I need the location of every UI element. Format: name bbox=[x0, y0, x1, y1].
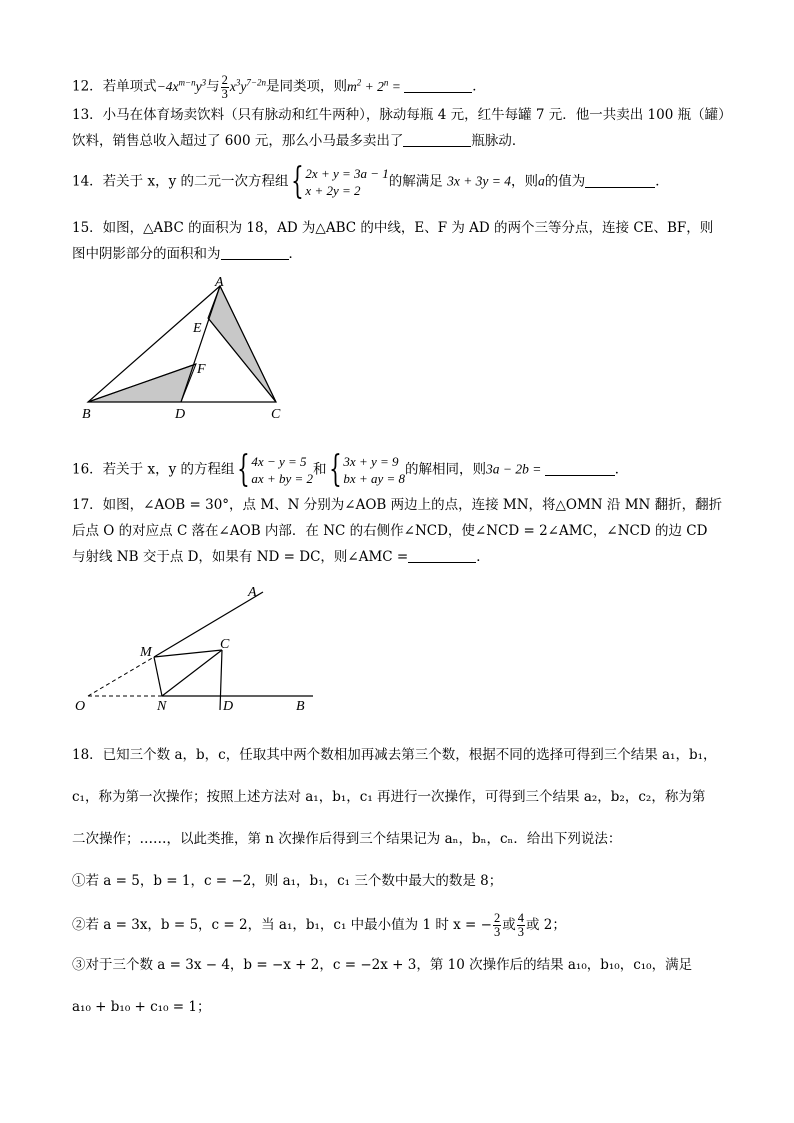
question-18-line-3: 二次操作；……，以此类推，第 n 次操作后得到三个结果记为 aₙ，bₙ，cₙ．给出下列说法： bbox=[72, 831, 622, 847]
question-12 bbox=[72, 73, 486, 101]
q15-shaded-region-top bbox=[208, 286, 276, 402]
question-15-line-1: 15．如图，△ABC 的面积为 18，AD 为△ABC 的中线，E、F 为 AD 的两个三等分点，连接 CE、BF，则 bbox=[72, 220, 714, 236]
q15-label-d: D bbox=[175, 407, 186, 422]
q12-expression: $m^2 + 2^n$ = bbox=[346, 77, 405, 94]
q14-eq2: x + 2y = 2 bbox=[305, 183, 361, 198]
q14-text-a: 14．若关于 x，y 的二元一次方程组 bbox=[72, 173, 289, 190]
q12-text-b: 与 bbox=[206, 78, 220, 95]
q17-ray-oa bbox=[154, 592, 263, 657]
q18-item2-text-b: 或 bbox=[502, 917, 516, 933]
q16-system-1 bbox=[251, 453, 313, 487]
q18-item2-text-c: 或 2； bbox=[525, 917, 566, 933]
question-17-line-1: 17．如图，∠AOB = 30°，点 M、N 分别为∠AOB 两边上的点，连接 MN，将△OMN 沿 MN 翻折，翻折 bbox=[72, 497, 723, 513]
question-14 bbox=[72, 161, 669, 202]
q17-label-m: M bbox=[140, 645, 152, 660]
q16-text-a: 16．若关于 x，y 的方程组 bbox=[72, 461, 235, 478]
q14-text-d: 的值为 bbox=[544, 173, 586, 190]
question-18-item-1: ①若 a = 5，b = 1，c = −2，则 a₁，b₁，c₁ 三个数中最大的数是 8； bbox=[72, 873, 503, 889]
question-18-item-3: ③对于三个数 a = 3x − 4，b = −x + 2，c = −2x + 3，第 10 次操作后的结果 a₁₀，b₁₀，c₁₀，满足 bbox=[72, 957, 693, 973]
q15-answer-blank[interactable] bbox=[221, 245, 289, 260]
q17-text-b: ． bbox=[476, 549, 490, 565]
q16-system-2 bbox=[343, 453, 405, 487]
question-13-line-1: 13．小马在体育场卖饮料（只有脉动和红牛两种），脉动每瓶 4 元，红牛每罐 7 元．他一共卖出 100 瓶（罐） bbox=[72, 107, 732, 123]
q16-text-c: 的解相同，则 bbox=[405, 461, 487, 478]
q17-label-o: O bbox=[75, 699, 86, 714]
question-13-line-2 bbox=[72, 132, 525, 150]
q15-triangle-figure bbox=[70, 272, 300, 422]
q16-eq1: 4x − y = 5 bbox=[251, 454, 307, 469]
q16-eq3: 3x + y = 9 bbox=[343, 454, 399, 469]
q13-text-b: 瓶脉动． bbox=[471, 133, 526, 149]
q12-text-c: 是同类项，则 bbox=[265, 78, 347, 95]
q16-brace-2: { bbox=[328, 449, 342, 490]
q17-label-a: A bbox=[248, 585, 257, 600]
q15-label-b: B bbox=[82, 407, 91, 422]
q18-item2-text-a: ②若 a = 3x，b = 5，c = 2，当 a₁，b₁，c₁ 中最小值为 1 时 x = − bbox=[72, 917, 492, 933]
q12-monomial-1: $-4x^{m-n}y^3$ bbox=[156, 77, 207, 94]
q14-eq1: 2x + y = 3a − 1 bbox=[305, 166, 389, 181]
q18-fraction-two-thirds: $\frac{2}{3}$ bbox=[493, 911, 501, 939]
q17-label-c: C bbox=[220, 637, 230, 652]
q16-text-d: ． bbox=[614, 461, 629, 478]
question-17-line-3 bbox=[72, 548, 490, 566]
question-17-line-2: 后点 O 的对应点 C 落在∠AOB 内部．在 NC 的右侧作∠NCD，使∠NCD = 2∠AMC，∠NCD 的边 CD bbox=[72, 523, 708, 539]
q14-variable-a: a bbox=[538, 173, 545, 189]
q16-expression: 3a − 2b = bbox=[486, 461, 545, 477]
q14-answer-blank[interactable] bbox=[585, 173, 655, 188]
q14-brace: { bbox=[290, 161, 304, 202]
question-16 bbox=[72, 449, 629, 490]
q17-dashed-om bbox=[88, 657, 154, 696]
q15-label-a: A bbox=[215, 275, 224, 290]
question-18-item-2 bbox=[72, 912, 566, 939]
q12-answer-blank[interactable] bbox=[404, 78, 472, 93]
q18-fraction-four-thirds: $\frac{4}{3}$ bbox=[517, 911, 524, 939]
q16-eq2: ax + by = 2 bbox=[251, 471, 314, 486]
q14-text-c: ，则 bbox=[511, 173, 539, 190]
question-18-line-2: c₁，称为第一次操作；按照上述方法对 a₁，b₁，c₁ 再进行一次操作，可得到三个结果 a₂，b₂，c₂，称为第 bbox=[72, 789, 706, 805]
q17-answer-blank[interactable] bbox=[408, 548, 476, 563]
q15-text: 图中阴影部分的面积和为 bbox=[72, 246, 221, 262]
q14-text-b: 的解满足 bbox=[388, 173, 443, 190]
question-15-line-2 bbox=[72, 245, 302, 263]
q15-end: ． bbox=[288, 246, 302, 262]
q16-eq4: bx + ay = 8 bbox=[343, 471, 406, 486]
q17-label-n: N bbox=[157, 699, 167, 714]
q17-segment-cd bbox=[220, 650, 222, 710]
q12-number: 12． bbox=[72, 78, 103, 95]
q13-text-a: 饮料，销售总收入超过了 600 元，那么小马最多卖出了 bbox=[72, 133, 404, 149]
q17-label-d: D bbox=[223, 699, 234, 714]
q17-label-b: B bbox=[296, 699, 305, 714]
question-18-line-1: 18．已知三个数 a，b，c，任取其中两个数相加再减去第三个数，根据不同的选择可得到三个结果 a₁，b₁， bbox=[72, 747, 717, 763]
q12-text-d: ． bbox=[472, 78, 486, 95]
q16-brace-1: { bbox=[236, 449, 250, 490]
q15-label-f: F bbox=[197, 362, 206, 377]
q12-fraction: $\frac{2}{3}$ bbox=[221, 72, 228, 101]
q12-monomial-2: $x^3y^{7-2n}$ bbox=[229, 77, 266, 94]
q15-label-e: E bbox=[193, 321, 202, 336]
q14-condition: 3x + 3y = 4 bbox=[447, 173, 512, 189]
q14-text-e: ． bbox=[655, 173, 669, 190]
q17-segment-mn bbox=[154, 657, 162, 696]
q15-label-c: C bbox=[271, 407, 281, 422]
q13-answer-blank[interactable] bbox=[403, 132, 471, 147]
q16-answer-blank[interactable] bbox=[545, 461, 615, 476]
q14-system bbox=[305, 165, 388, 199]
q17-segment-nc bbox=[162, 650, 222, 696]
q17-angle-figure bbox=[70, 582, 330, 722]
q16-text-b: 和 bbox=[313, 461, 327, 478]
q17-text-a: 与射线 NB 交于点 D，如果有 ND = DC，则∠AMC = bbox=[72, 549, 409, 565]
question-18-item-3b: a₁₀ + b₁₀ + c₁₀ = 1； bbox=[72, 999, 211, 1015]
q12-text-a: 若单项式 bbox=[102, 78, 157, 95]
